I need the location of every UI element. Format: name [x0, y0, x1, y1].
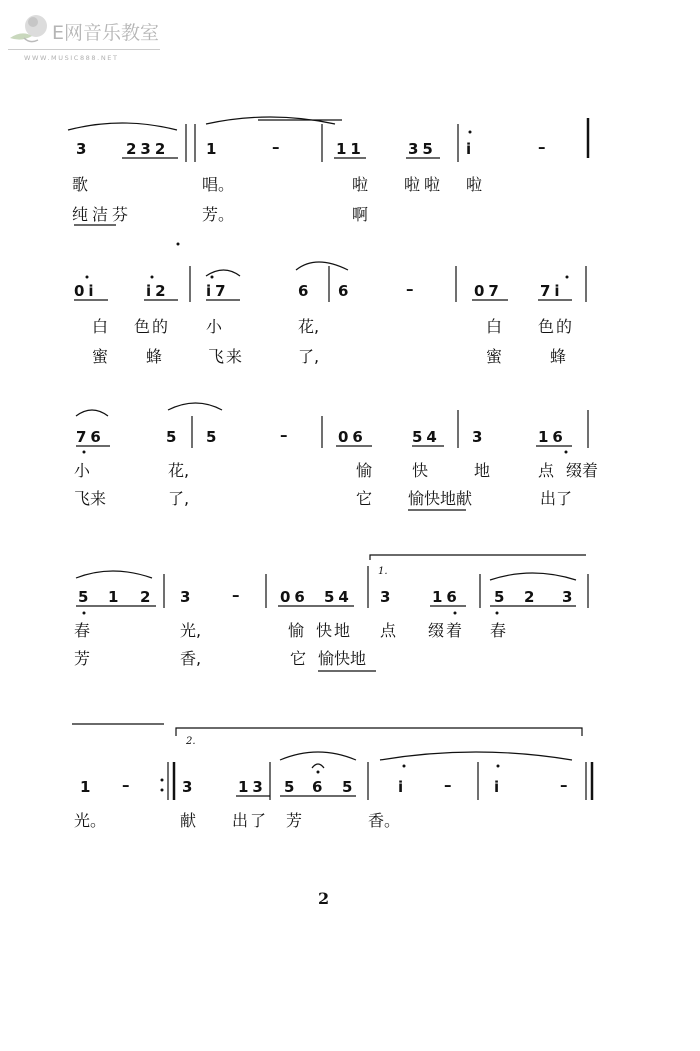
lyric: 点: [380, 621, 397, 640]
lyric: 啦: [466, 175, 483, 194]
note-group: 35: [408, 140, 437, 158]
lyric: 蜜: [92, 347, 109, 366]
note-group: 3: [182, 778, 193, 796]
note-group: 1: [206, 140, 217, 158]
note-group: 3: [76, 140, 87, 158]
lyric: 芳。: [202, 205, 235, 224]
lyric: 愉快地: [318, 649, 367, 668]
lyric: 献: [180, 811, 197, 830]
note-group: 13: [238, 778, 267, 796]
note-group: 3: [562, 588, 573, 606]
note-group: 54: [324, 588, 353, 606]
lyric: 蜂: [146, 347, 163, 366]
note-group: i: [398, 778, 404, 796]
lyric: 它: [290, 649, 307, 668]
lyric: 小: [206, 317, 223, 336]
lyric: 地: [474, 461, 491, 480]
lyric: 白: [486, 317, 503, 336]
lyric: 它: [356, 489, 373, 508]
lyric: 蜜: [486, 347, 503, 366]
note-group: 06: [338, 428, 367, 446]
note-group: 1: [80, 778, 91, 796]
note-group: 3: [180, 588, 191, 606]
note-group: 5: [166, 428, 177, 446]
lyric: 愉: [288, 621, 305, 640]
lyric: 啦啦: [404, 175, 445, 194]
note-group: 16: [432, 588, 461, 606]
lyric: 愉快地献: [408, 489, 473, 508]
note-dash: –: [280, 426, 288, 444]
lyric: 飞来: [208, 347, 245, 366]
note-group: 3: [472, 428, 483, 446]
note-dash: –: [122, 776, 130, 794]
volta-first: 1.: [378, 566, 388, 577]
note-group: 06: [280, 588, 309, 606]
note-group: 76: [76, 428, 105, 446]
watermark-site-name: E网音乐教室: [52, 22, 160, 44]
lyric: 点: [538, 461, 555, 480]
lyric: 快地: [316, 621, 353, 640]
note-group: 16: [538, 428, 567, 446]
lyric: 春: [74, 621, 91, 640]
note-dash: –: [272, 138, 280, 156]
note-group: 5: [342, 778, 353, 796]
volta-second: 2.: [186, 736, 196, 747]
lyric: 色的: [134, 317, 171, 336]
note-group: i7: [206, 282, 230, 300]
note-group: 5: [78, 588, 89, 606]
lyric: 春: [490, 621, 507, 640]
lyric: 歌: [72, 175, 89, 194]
note-group: 5: [494, 588, 505, 606]
lyric: 蜂: [550, 347, 567, 366]
lyric: 缀着: [428, 621, 465, 640]
note-group: 3: [380, 588, 391, 606]
lyric: 飞来: [74, 489, 107, 508]
note-group: 7i: [540, 282, 564, 300]
note-group: 6: [338, 282, 349, 300]
lyric: 了,: [298, 347, 320, 366]
note-group: 232: [126, 140, 170, 158]
note-group: 0i: [74, 282, 98, 300]
lyric: 缀着: [566, 461, 599, 480]
lyric: 啦: [352, 175, 369, 194]
note-group: 54: [412, 428, 441, 446]
watermark-url: WWW.MUSIC888.NET: [24, 54, 119, 62]
lyric: 芳: [74, 649, 91, 668]
note-dash: –: [560, 776, 568, 794]
note-group: 07: [474, 282, 503, 300]
note-dash: –: [406, 280, 414, 298]
note-group: 5: [206, 428, 217, 446]
lyric: 小: [74, 461, 91, 480]
lyric: 光,: [180, 621, 202, 640]
lyric: 白: [92, 317, 109, 336]
note-group: i: [466, 140, 472, 158]
note-group: 2: [140, 588, 151, 606]
lyric: 香,: [180, 649, 202, 668]
lyric: 出了: [540, 489, 573, 508]
note-group: 1: [108, 588, 119, 606]
lyric: 快: [412, 461, 429, 480]
note-group: 2: [524, 588, 535, 606]
lyric: 愉: [356, 461, 373, 480]
lyric: 唱。: [202, 175, 235, 194]
note-dash: –: [538, 138, 546, 156]
note-dash: –: [444, 776, 452, 794]
note-group: 11: [336, 140, 365, 158]
lyric: 色的: [538, 317, 575, 336]
lyric: 出了: [232, 811, 269, 830]
lyric: 光。: [74, 811, 107, 830]
note-dash: –: [232, 586, 240, 604]
note-group: i2: [146, 282, 170, 300]
lyric: 芳: [286, 811, 303, 830]
lyric: 啊: [352, 205, 369, 224]
lyric: 纯洁芬: [72, 205, 133, 224]
lyric: 香。: [368, 811, 401, 830]
lyric: 了,: [168, 489, 190, 508]
lyric: 花,: [168, 461, 190, 480]
page-number: 2: [318, 889, 330, 908]
note-group: i: [494, 778, 500, 796]
note-group: 6: [312, 778, 323, 796]
lyric: 花,: [298, 317, 320, 336]
note-group: 5: [284, 778, 295, 796]
note-group: 6: [298, 282, 309, 300]
